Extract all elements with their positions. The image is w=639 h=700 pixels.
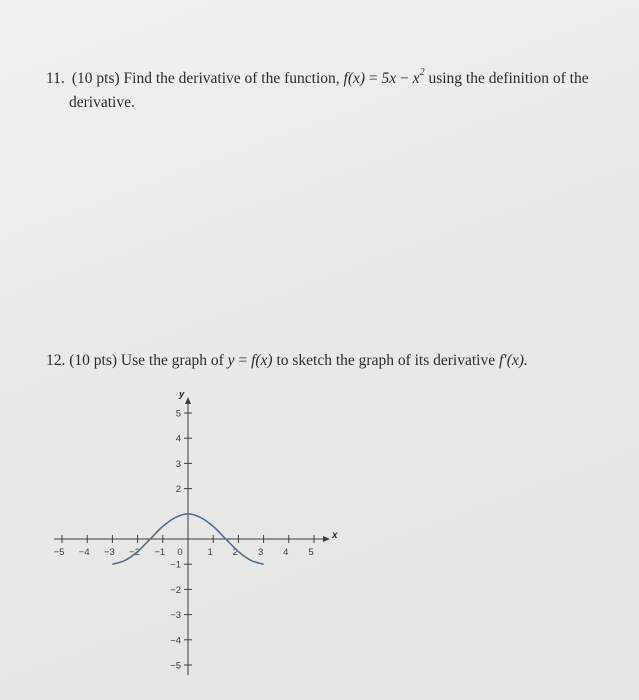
x-tick-label: −4 bbox=[78, 547, 90, 558]
question-points: (10 pts) bbox=[69, 352, 118, 369]
y-axis-label: y bbox=[179, 392, 185, 400]
y-tick-label: 2 bbox=[175, 484, 181, 496]
function-graph bbox=[50, 392, 340, 682]
minus-sign: − bbox=[400, 70, 409, 87]
x-tick-label: 4 bbox=[283, 547, 289, 558]
question-11-line2: derivative. bbox=[69, 94, 135, 111]
y-tick-label: −1 bbox=[170, 559, 181, 571]
equals-sign: = bbox=[368, 70, 378, 87]
y-tick-label: −5 bbox=[170, 660, 181, 672]
question-number: 11. bbox=[46, 70, 65, 87]
x-tick-label: 0 bbox=[177, 547, 183, 558]
equals-sign: = bbox=[238, 352, 248, 369]
exponent: 2 bbox=[419, 67, 425, 78]
y-tick-label: 5 bbox=[175, 408, 181, 420]
equation-y: y bbox=[227, 352, 235, 369]
question-number: 12. bbox=[46, 352, 66, 369]
x-tick-label: 1 bbox=[207, 547, 213, 558]
question-text-end: using the definition of the bbox=[428, 70, 589, 87]
question-text: Find the derivative of the function, bbox=[123, 70, 340, 87]
question-text-mid: to sketch the graph of its derivative bbox=[276, 352, 496, 369]
x-axis-arrow bbox=[323, 536, 330, 542]
question-11 bbox=[46, 68, 616, 114]
y-tick-label: −2 bbox=[170, 584, 181, 596]
equation-fx: f(x) bbox=[251, 352, 273, 369]
term-x: x bbox=[412, 70, 420, 87]
y-tick-label: −3 bbox=[170, 610, 181, 622]
term-5x: 5x bbox=[381, 70, 397, 87]
x-tick-label: −5 bbox=[53, 547, 65, 558]
question-points: (10 pts) bbox=[71, 70, 120, 87]
function-lhs: f(x) bbox=[343, 70, 366, 87]
y-tick-label: 3 bbox=[175, 458, 181, 470]
question-12 bbox=[46, 350, 616, 372]
x-tick-label: 3 bbox=[257, 547, 264, 558]
x-tick-label: −3 bbox=[103, 547, 115, 558]
y-tick-label: 4 bbox=[175, 433, 181, 445]
derivative-notation: f′(x). bbox=[499, 352, 528, 369]
x-tick-label: 2 bbox=[232, 547, 239, 558]
y-tick-label: −4 bbox=[170, 635, 181, 647]
x-tick-label: 5 bbox=[308, 547, 314, 558]
y-axis-arrow bbox=[185, 397, 191, 404]
question-text: Use the graph of bbox=[120, 352, 224, 369]
x-tick-label: −2 bbox=[129, 547, 141, 558]
question-11-line1 bbox=[46, 68, 616, 92]
x-tick-label: −1 bbox=[154, 547, 166, 558]
x-axis-label: x bbox=[332, 530, 338, 541]
